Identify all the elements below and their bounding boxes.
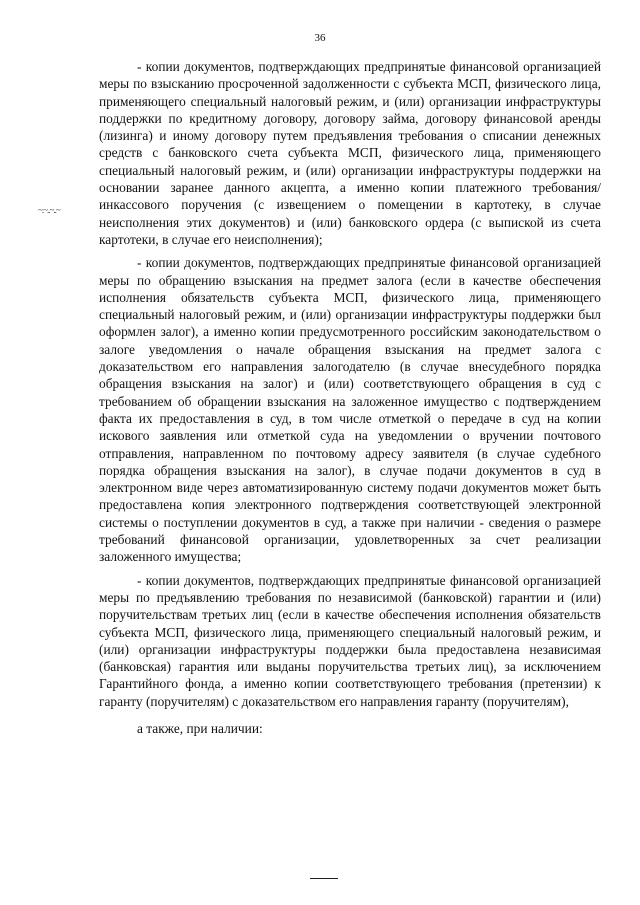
paragraph-guarantee-claim: - копии документов, подтверждающих предпринятые финансовой организацией меры по предъявлению требования по независимой (банковской) гарантии и (или) поручительствам третьих лиц (если в качестве обеспечения исполнения обязательств субъекта МСП, физического лица, применяющего специальный налоговый режим, и (или) организации инфраструктуры поддержки была предоставлена независимая (банковская) гарантия или выданы поручительства третьих лиц), за исключением Гарантийного фонда, а именно копии соответствующего требования (претензии) к гаранту (поручителям) с доказательством его направления гаранту (поручителям),: [99, 572, 601, 709]
paragraph-closing: а также, при наличии:: [137, 720, 263, 736]
document-body: [99, 58, 601, 737]
footer-rule: [310, 878, 338, 879]
page-number: 36: [314, 32, 326, 44]
paragraph-collection-writ: - копии документов, подтверждающих предпринятые финансовой организацией меры по взысканию просроченной задолженности с субъекта МСП, физического лица, применяющего специальный налоговый режим, и (или) организации инфраструктуры поддержки по кредитному договору, договору займа, договору финансовой аренды (лизинга) и иному договору путем предъявления требования о списании денежных средств с банковского счета субъекта МСП, физического лица, применяющего специальный налоговый режим, и (или) организации инфраструктуры поддержки на основании заранее данного акцепта, а именно копии платежного требования/инкассового поручения (с извещением о помещении в картотеку, в случае неисполнения этих документов) и (или) банковского ордера (с выпиской из счета картотеки, в случае его неисполнения);: [99, 59, 601, 247]
margin-scribble: ~.~..~..~: [38, 205, 60, 215]
paragraph-collateral-foreclosure: - копии документов, подтверждающих предпринятые финансовой организацией меры по обращению взыскания на предмет залога (если в качестве обеспечения исполнения обязательств субъекта МСП, физического лица, применяющего специальный налоговый режим, и (или) организации инфраструктуры поддержки был оформлен залог), а именно копии предусмотренного российским законодательством о залоге уведомления о начале обращения взыскания на предмет залога с доказательством его направления залогодателю (в случае внесудебного порядка обращения взыскания на залог) и (или) соответствующего обращения в суд с требованием об обращении взыскания на заложенное имущество с подтверждением факта их предоставления в суд, в том числе отметкой о передаче в суд на копии искового заявления или отметкой суда на уведомлении о вручении почтового отправления, направленном по почтовому адресу заявителя (в случае судебного порядка обращения взыскания на залог), в случае подачи документов в суд в электронном виде через автоматизированную систему подачи документов может быть предоставлена копия электронного подтверждения соответствующей электронной системы о поступлении документов в суд, а также при наличии - сведения о размере требований финансовой организации, удовлетворенных за счет реализации заложенного имущества;: [99, 255, 601, 565]
